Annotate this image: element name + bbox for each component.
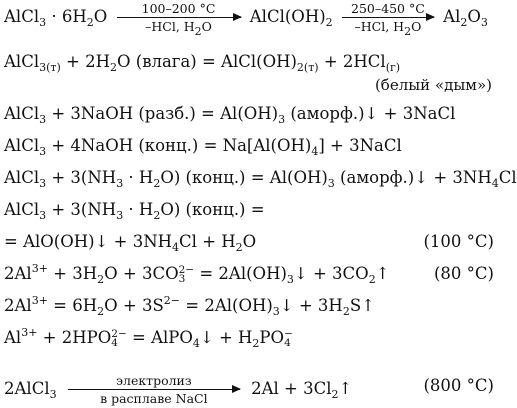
equation-3: AlCl$_3$ + 3NaOH (разб.) = $Al(OH)_3$ (аморф.)↓ + 3NaCl <box>4 104 456 126</box>
equation-2: AlCl$_{3(т)}$ + $2H_2O$ (влага) = $AlCl(OH)_{2(т)} + 2HCl_{(г)}$ <box>4 52 401 74</box>
equation-11: 2AlCl$_3$ электролиз в расплаве NaCl $2Al + 3Cl_2↑$ <box>4 373 353 406</box>
eq1-product: $Al_2O_3$ <box>443 7 488 29</box>
equation-9: $2Al^{3+} = 6H_2O + 3S^{2-}$ = $2Al(OH)_3↓$ + $3H_2S↑$ <box>4 294 375 318</box>
equation-7-temperature: (100 °C) <box>423 232 494 251</box>
equation-2-note: (белый «дым») <box>374 76 492 94</box>
eq1-arrow-1: 100–200 °C –HCl, $H_2O$ <box>117 2 241 33</box>
equation-10: $Al^{3+} + 2HPO$ 2− 4 = AlPO$_4$↓ + $H_2PO$ − 4 <box>4 326 293 350</box>
equation-6: AlCl$_3$ + $3(NH_3 \cdot H_2O)$ (конц.) = <box>4 200 265 222</box>
equation-7: = AlO(OH)↓ + $3NH_4Cl + H_2O$ <box>4 232 257 254</box>
equation-1 <box>4 1 488 38</box>
equation-5: AlCl$_3$ + $3(NH_3 \cdot H_2O)$ (конц.) = $Al(OH)_3$ (аморф.)↓ + $3NH_4Cl$ <box>4 168 517 190</box>
equation-8-temperature: (80 °C) <box>434 264 494 283</box>
equation-11-temperature: (800 °C) <box>423 376 494 395</box>
equation-4: AlCl$_3$ + 4NaOH (конц.) = $Na[Al(OH)_4]$ + 3NaCl <box>4 136 402 158</box>
eq1-arrow-2: 250–450 °C –HCl, $H_2O$ <box>342 2 434 33</box>
eq11-arrow: электролиз в расплаве NaCl <box>68 374 240 405</box>
eq1-reactant: AlCl$_3$ · $6H_2O$ <box>4 7 108 29</box>
eq1-intermediate: $AlCl(OH)_2$ <box>249 7 333 29</box>
equation-8: $2Al^{3+} + 3H_2O + 3CO$ 2− 3 = $2Al(OH)_3↓$ + $3CO_2↑$ <box>4 262 390 286</box>
